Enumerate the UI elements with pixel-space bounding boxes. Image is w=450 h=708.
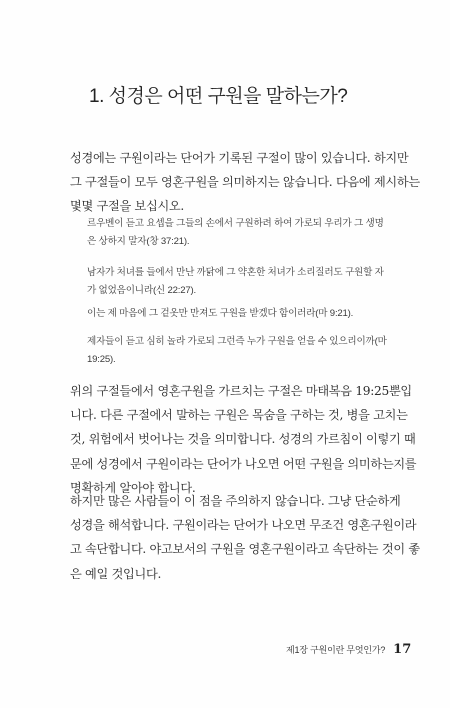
quote-line: 르우벤이 듣고 요셉을 그들의 손에서 구원하려 하여 가로되 우리가 그 생명 [87, 218, 384, 229]
text-line: 명확하게 알아야 합니다. [70, 480, 196, 495]
body-paragraph [70, 489, 420, 586]
intro-paragraph [70, 146, 420, 219]
text-line: 고 속단합니다. 야고보서의 구원을 영혼구원이라고 속단하는 것이 좋 [70, 542, 420, 557]
scripture-quote [87, 264, 384, 300]
text-line: 그 구절들이 모두 영혼구원을 의미하지는 않습니다. 다음에 제시하는 [70, 175, 420, 190]
body-paragraph [70, 379, 417, 500]
page-footer [286, 640, 411, 658]
page-number: 17 [393, 642, 412, 657]
text-line: 은 예일 것입니다. [70, 566, 162, 581]
text-line: 성경에는 구원이라는 단어가 기록된 구절이 많이 있습니다. 하지만 [70, 151, 409, 165]
text-line: 하지만 많은 사람들이 이 점을 주의하지 않습니다. 그냥 단순하게 [70, 494, 401, 508]
text-line: 몇몇 구절을 보십시오. [70, 199, 184, 214]
text-line: 문에 성경에서 구원이라는 단어가 나오면 어떤 구원을 의미하는지를 [70, 456, 417, 471]
section-heading: 1. 성경은 어떤 구원을 말하는가? [89, 86, 348, 107]
text-line: 위의 구절들에서 영혼구원을 가르치는 구절은 마태복음 19:25뿐입 [70, 384, 412, 398]
quote-line: 이는 제 마음에 그 겉옷만 만져도 구원을 받겠다 함이러라(마 9:21). [87, 308, 354, 319]
text-line: 성경을 해석합니다. 구원이라는 단어가 나오면 무조건 영혼구원이라 [70, 518, 417, 533]
quote-line: 가 없었음이니라(신 22:27). [87, 285, 196, 296]
quote-line: 제자들이 듣고 심히 놀라 가로되 그런즉 누가 구원을 얻을 수 있으리이까(마 [87, 336, 387, 347]
scripture-quote [87, 305, 377, 323]
quote-line: 남자가 처녀를 들에서 만난 까닭에 그 약혼한 처녀가 소리질러도 구원할 자 [87, 267, 384, 278]
running-footer-chapter: 제1장 구원이란 무엇인가? [286, 645, 386, 655]
scripture-quote [87, 215, 384, 251]
text-line: 니다. 다른 구절에서 말하는 구원은 목숨을 구하는 것, 병을 고치는 [70, 408, 408, 423]
scripture-quote [87, 333, 387, 369]
quote-line: 19:25). [87, 354, 116, 365]
quote-line: 은 상하지 말자(창 37:21). [87, 236, 190, 247]
text-line: 것, 위험에서 벗어나는 것을 의미합니다. 성경의 가르침이 이렇기 때 [70, 432, 416, 447]
